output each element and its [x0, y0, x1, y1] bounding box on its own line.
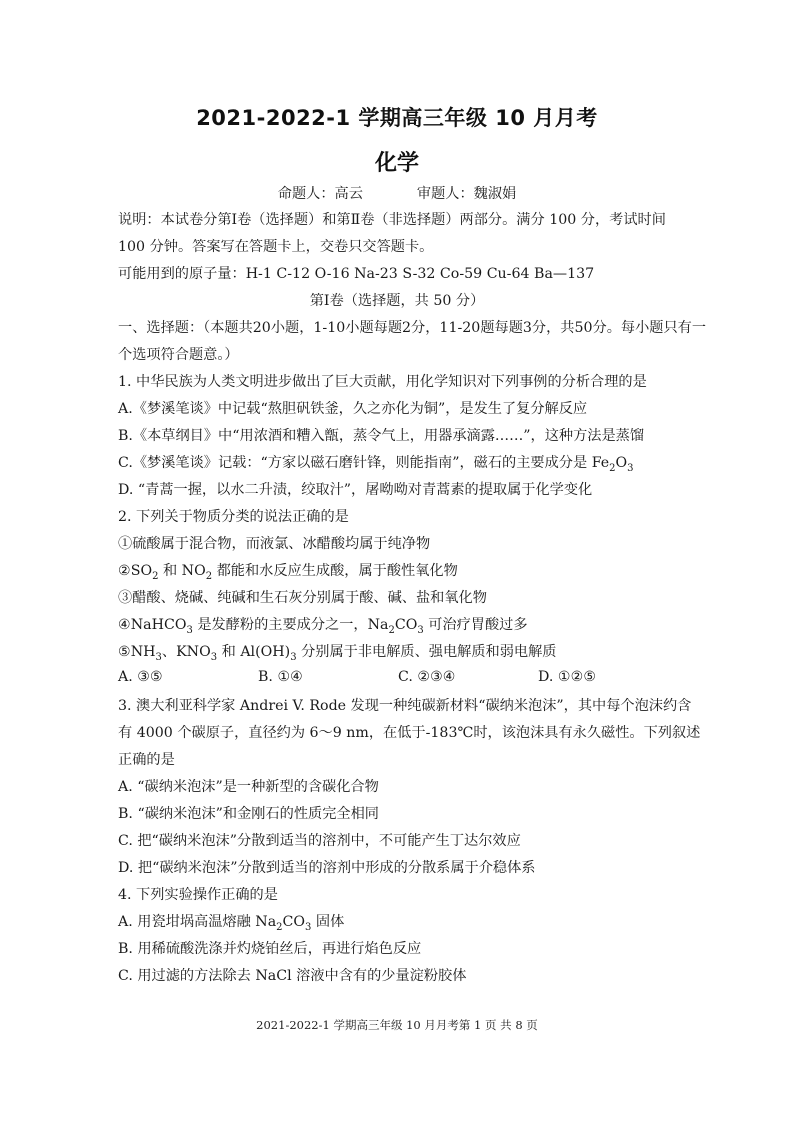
q2-statement-1: ①硫酸属于混合物，而液氯、冰醋酸均属于纯净物 — [118, 536, 431, 552]
page-footer: 2021-2022-1 学期高三年级 10 月月考第 1 页 共 8 页 — [256, 1018, 538, 1032]
q3-option-a: A. “碳纳米泡沫”是一种新型的含碳化合物 — [118, 779, 379, 795]
q3-option-c: C. 把“碳纳米泡沫”分散到适当的溶剂中，不可能产生丁达尔效应 — [118, 833, 521, 849]
section-heading: 第Ⅰ卷（选择题，共 50 分） — [309, 293, 485, 309]
q3-stem-2: 有 4000 个碳原子，直径约为 6～9 nm，在低于-183℃时，该泡沫具有永久磁性。下列叙述 — [118, 725, 701, 741]
text-run: ②SO — [118, 563, 153, 579]
text-run: ④NaHCO — [118, 617, 187, 633]
q4-option-b: B. 用稀硫酸洗涤并灼烧铂丝后，再进行焰色反应 — [118, 941, 422, 957]
q3-option-b: B. “碳纳米泡沫”和金刚石的性质完全相同 — [118, 806, 379, 822]
text-run: 是发酵粉的主要成分之一，Na — [192, 617, 389, 633]
text-run: 可治疗胃酸过多 — [423, 617, 528, 633]
q3-stem-1: 3. 澳大利亚科学家 Andrei V. Rode 发现一种纯碳新材料“碳纳米泡沫”，其中每个泡沫约含 — [118, 698, 692, 714]
q1-option-a: A.《梦溪笔谈》中记载“熬胆矾铁釜，久之亦化为铜”，是发生了复分解反应 — [118, 401, 588, 417]
q3-stem-3: 正确的是 — [118, 752, 175, 768]
q1-option-b: B.《本草纲目》中“用浓酒和糟入甑，蒸令气上，用器承滴露……”，这种方法是蒸馏 — [118, 428, 645, 444]
q4-option-c: C. 用过滤的方法除去 NaCl 溶液中含有的少量淀粉胶体 — [118, 968, 467, 984]
exam-title: 2021-2022-1 学期高三年级 10 月月考 — [196, 106, 598, 130]
reviewer-label: 审题人： — [416, 186, 474, 202]
subscript: 2 — [609, 462, 616, 474]
q4-option-a — [118, 912, 344, 932]
q2-statement-3: ③醋酸、烧碱、纯碱和生石灰分别属于酸、碱、盐和氧化物 — [118, 590, 487, 606]
q2-option-d: D. ①②⑤ — [538, 669, 597, 685]
q2-option-b: B. ①④ — [258, 669, 303, 685]
setter-name: 高云 — [334, 186, 363, 202]
subscript: 2 — [276, 921, 283, 933]
subscript: 2 — [388, 624, 395, 636]
q1-option-d: D. “青蒿一握，以水二升渍，绞取汁”，屠呦呦对青蒿素的提取属于化学变化 — [118, 482, 593, 498]
section-instructions-2: 个选项符合题意。） — [118, 347, 239, 363]
text-run: 固体 — [311, 914, 345, 930]
subject-title: 化学 — [374, 151, 419, 176]
exam-note-line-1: 说明：本试卷分第Ⅰ卷（选择题）和第Ⅱ卷（非选择题）两部分。满分 100 分，考试时间 — [118, 212, 666, 228]
author-line — [0, 184, 794, 204]
q2-statement-5 — [118, 642, 556, 662]
text-run: 都能和水反应生成酸，属于酸性氧化物 — [212, 563, 458, 579]
subscript: 3 — [155, 651, 162, 663]
exam-note-line-2: 100 分钟。答案写在答题卡上，交卷只交答题卡。 — [118, 239, 434, 255]
q4-stem: 4. 下列实验操作正确的是 — [118, 887, 278, 903]
subscript: 3 — [305, 921, 312, 933]
q2-statement-2 — [118, 561, 458, 581]
section-instructions-1: 一、选择题：（本题共20小题，1-10小题每题2分，11-20题每题3分，共50分。每小题只有一 — [118, 320, 707, 336]
text-run: CO — [394, 617, 418, 633]
q1-option-c — [118, 453, 634, 473]
atomic-masses: 可能用到的原子量：H-1 C-12 O-16 Na-23 S-32 Co-59 Cu-64 Ba—137 — [118, 266, 595, 282]
text-run: A. 用瓷坩埚高温熔融 Na — [118, 914, 277, 930]
text-run: 分别属于非电解质、强电解质和弱电解质 — [296, 644, 557, 660]
q2-option-c: C. ②③④ — [398, 669, 456, 685]
text-run: CO — [282, 914, 306, 930]
subscript: 3 — [627, 462, 634, 474]
subscript: 2 — [152, 570, 159, 582]
q2-statement-4 — [118, 615, 528, 635]
q3-option-d: D. 把“碳纳米泡沫”分散到适当的溶剂中形成的分散系属于介稳体系 — [118, 860, 536, 876]
text-run: 和 Al(OH) — [217, 644, 291, 660]
subscript: 3 — [210, 651, 218, 663]
setter-label: 命题人： — [277, 186, 335, 202]
text-run: 和 NO — [158, 563, 206, 579]
text-run: 、KNO — [161, 644, 211, 660]
q1-stem: 1. 中华民族为人类文明进步做出了巨大贡献，用化学知识对下列事例的分析合理的是 — [118, 374, 647, 390]
text-run: ⑤NH — [118, 644, 156, 660]
q1-option-c-text: O — [615, 455, 628, 471]
subscript: 3 — [417, 624, 424, 636]
q2-stem: 2. 下列关于物质分类的说法正确的是 — [118, 509, 349, 525]
subscript: 3 — [290, 651, 297, 663]
q1-option-c-text: C.《梦溪笔谈》记载：“方家以磁石磨针锋，则能指南”，磁石的主要成分是 Fe — [118, 455, 610, 471]
q2-option-a: A. ③⑤ — [118, 669, 163, 685]
reviewer-name: 魏淑娟 — [473, 186, 517, 202]
subscript: 3 — [186, 624, 193, 636]
subscript: 2 — [205, 570, 213, 582]
